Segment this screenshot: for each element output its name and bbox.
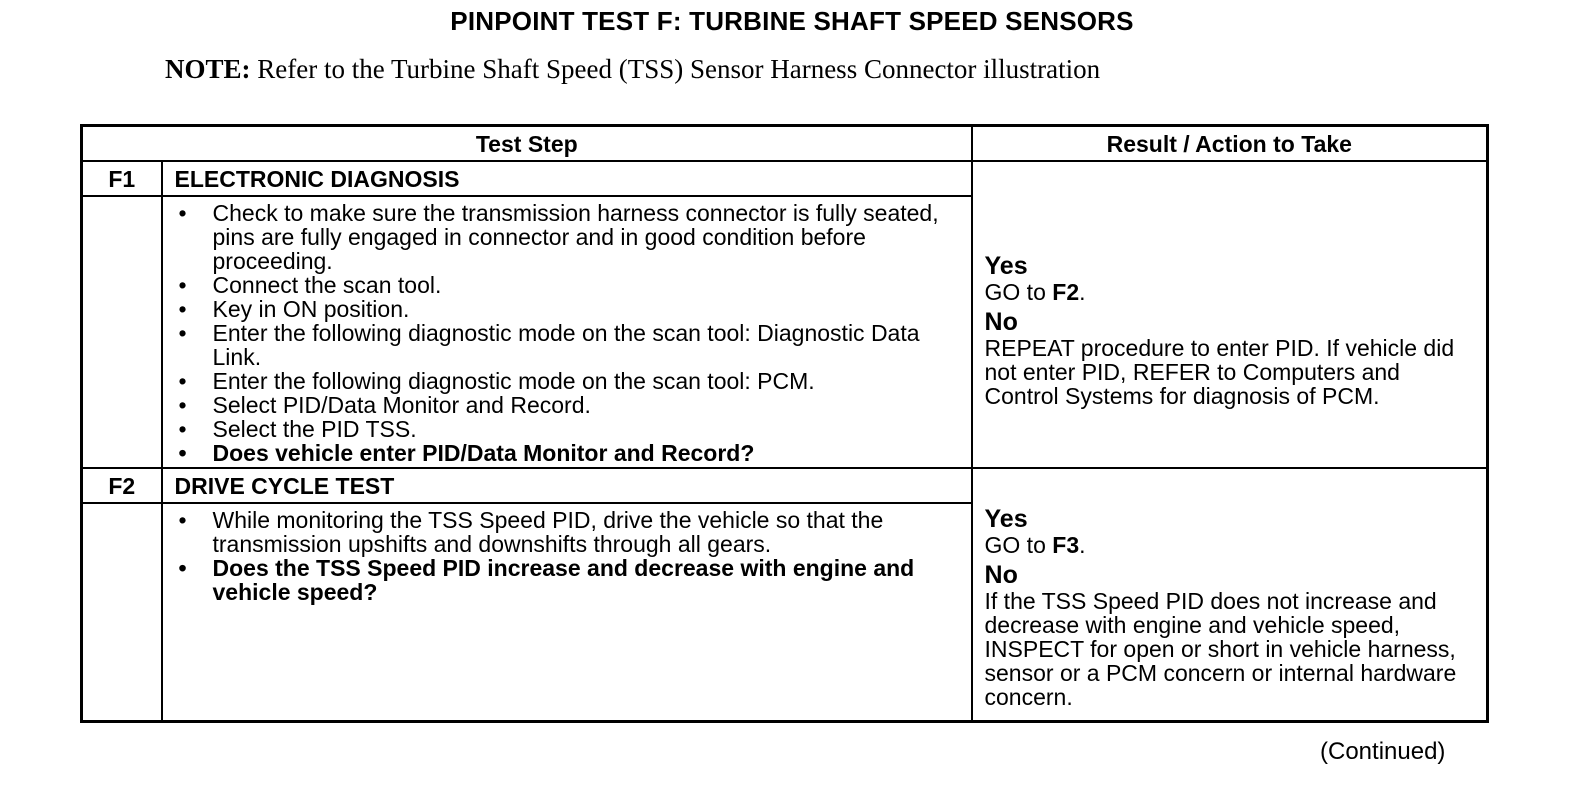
step-f1-no-label: No	[984, 308, 1018, 336]
step-f2-question: • Does the TSS Speed PID increase and decrease with engine and vehicle speed?	[178, 555, 915, 605]
page-title: PINPOINT TEST F: TURBINE SHAFT SPEED SENSORS	[450, 6, 1134, 36]
step-f2-bullets	[162, 503, 972, 721]
step-f2-bullet-list	[173, 508, 961, 604]
step-f2-title-row	[82, 468, 1488, 503]
note-text: Refer to the Turbine Shaft Speed (TSS) Sensor Harness Connector illustration	[250, 54, 1101, 84]
step-f1-no-action: REPEAT procedure to enter PID. If vehicle did not enter PID, REFER to Computers and Control Systems for diagnosis of PCM.	[984, 335, 1455, 409]
note-label: NOTE:	[165, 54, 251, 84]
list-item: • Connect the scan tool.	[178, 272, 442, 298]
list-item: • Select the PID TSS.	[178, 416, 417, 442]
step-f2-id: F2	[82, 468, 162, 503]
step-f1-result	[972, 161, 1488, 468]
step-f2-title: DRIVE CYCLE TEST	[162, 468, 972, 503]
step-f2-yes-action: GO to F3.	[984, 532, 1086, 558]
step-f1-blank-cell	[82, 196, 162, 468]
step-f1-yes-label: Yes	[984, 252, 1028, 280]
list-item: • Key in ON position.	[178, 296, 410, 322]
list-item: • Enter the following diagnostic mode on the scan tool: PCM.	[178, 368, 815, 394]
step-f1-bullet-list	[173, 201, 961, 465]
header-result: Result / Action to Take	[972, 126, 1488, 162]
continued-label: (Continued)	[1320, 738, 1446, 765]
list-item: • Enter the following diagnostic mode on the scan tool: Diagnostic Data Link.	[178, 320, 920, 370]
note	[165, 54, 1100, 85]
list-item: • While monitoring the TSS Speed PID, drive the vehicle so that the transmission upshifts and downshifts through all gears.	[178, 507, 884, 557]
step-f2-blank-cell	[82, 503, 162, 721]
step-f1-question: • Does vehicle enter PID/Data Monitor and Record?	[178, 440, 755, 466]
step-f1-yes-action: GO to F2.	[984, 279, 1086, 305]
header-test-step: Test Step	[82, 126, 972, 162]
pinpoint-test-table	[80, 124, 1489, 723]
step-f2-no-label: No	[984, 561, 1018, 589]
step-f1-bullets	[162, 196, 972, 468]
step-f1-id: F1	[82, 161, 162, 196]
table-header-row	[82, 126, 1488, 162]
step-f1-title-row	[82, 161, 1488, 196]
list-item: • Select PID/Data Monitor and Record.	[178, 392, 591, 418]
step-f2-result	[972, 468, 1488, 721]
step-f2-no-action: If the TSS Speed PID does not increase and decrease with engine and vehicle speed, INSPECT for open or short in vehicle harness, sensor or a PCM concern or internal hardware concern.	[984, 588, 1457, 710]
list-item: • Check to make sure the transmission harness connector is fully seated, pins are fully engaged in connector and in good condition before proceeding.	[178, 200, 939, 274]
step-f1-title: ELECTRONIC DIAGNOSIS	[162, 161, 972, 196]
step-f2-yes-label: Yes	[984, 505, 1028, 533]
